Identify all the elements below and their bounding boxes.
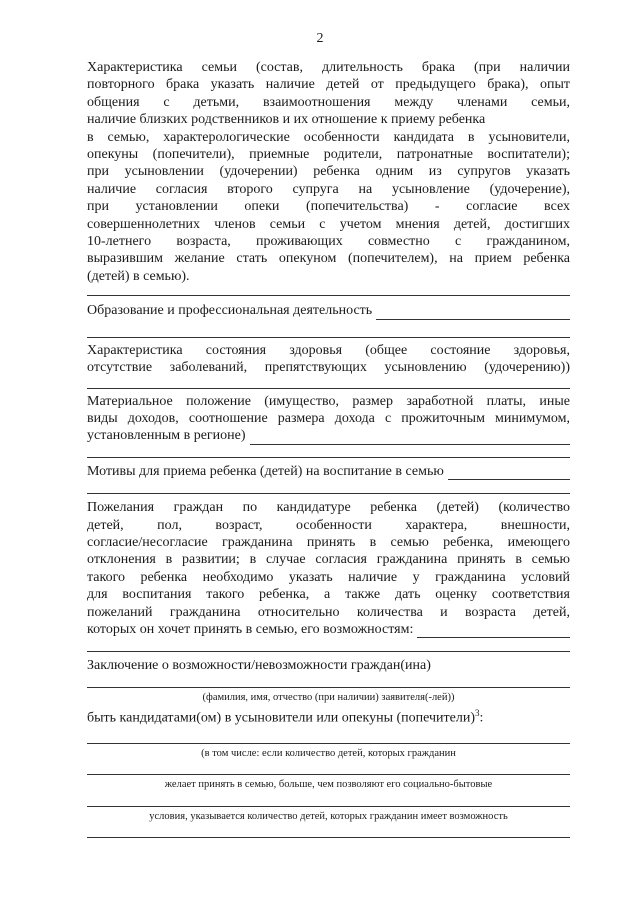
blank-line[interactable] [87, 337, 570, 338]
family-line: при установлении опеки (попечительства) - согласие всех [87, 199, 570, 215]
family-line: наличие близких родственников и их отношение к приему ребенка [87, 112, 486, 128]
conclusion-caption-2: желает принять в семью, больше, чем позволяют его социально-бытовые [164, 778, 493, 790]
education-row [87, 302, 570, 319]
family-line: в семью, характерологические особенности кандидата в усыновители, [87, 129, 570, 145]
health-line: Характеристика состояния здоровья (общее состояние здоровья, [87, 342, 570, 358]
family-line: 10-летнего возраста, проживающих совместно с гражданином, [87, 234, 570, 250]
candidates-label: быть кандидатами(ом) в усыновители или опекуны (попечители) [87, 710, 476, 726]
material-line: Материальное положение (имущество, размер заработной платы, иные [87, 393, 570, 409]
wishes-line: такого ребенка необходимо указать наличие у гражданина условий [87, 569, 570, 585]
family-line: выразившим желание стать опекуном (попечителем), на прием ребенка [87, 251, 570, 267]
motives-label: Мотивы для приема ребенка (детей) на воспитание в семью [87, 463, 444, 479]
conclusion-caption-1: (в том числе: если количество детей, которых гражданин [201, 747, 456, 759]
family-line: (детей) в семью). [87, 268, 190, 284]
wishes-line: согласие/несогласие гражданина принять в семью ребенка, имеющего [87, 534, 570, 550]
form-content [87, 51, 570, 838]
material-line: виды доходов, соотношение размера дохода с прожиточным минимумом, [87, 410, 570, 426]
family-line: общения с детьми, взаимоотношения между членами семьи, [87, 94, 570, 110]
applicant-name-caption: (фамилия, имя, отчество (при наличии) заявителя(-лей)) [202, 691, 455, 703]
wishes-line: пожеланий гражданина относительно количества и возраста детей, [87, 604, 570, 620]
wishes-last-row [87, 621, 570, 638]
material-last-row [87, 427, 570, 444]
candidates-row [87, 705, 570, 727]
blank-line[interactable] [87, 651, 570, 652]
blank-line[interactable] [87, 493, 570, 494]
wishes-line: Пожелания граждан по кандидатуре ребенка (детей) (количество [87, 500, 570, 516]
family-line: Характеристика семьи (состав, длительность брака (при наличии [87, 60, 570, 75]
wishes-field[interactable] [417, 625, 570, 638]
candidates-text [87, 705, 483, 727]
footnote-mark: 3 [475, 707, 480, 718]
blank-line[interactable] [87, 295, 570, 296]
family-paragraph [87, 59, 570, 285]
blank-line[interactable] [87, 837, 570, 838]
conclusion-label: Заключение о возможности/невозможности граждан(ина) [87, 658, 431, 674]
health-line: отсутствие заболеваний, препятствующих усыновлению (удочерению)) [87, 360, 570, 376]
education-label: Образование и профессиональная деятельность [87, 303, 373, 319]
education-field[interactable] [376, 307, 570, 320]
wishes-line: для воспитания такого ребенка, а также дать оценку соответствия [87, 587, 570, 603]
material-paragraph [87, 393, 570, 428]
family-line: опекуны (попечители), приемные родители, патронатные воспитатели); [87, 147, 570, 163]
material-last: установленным в регионе) [87, 428, 246, 444]
applicant-name-field[interactable] [87, 687, 570, 688]
family-line: повторного брака указать наличие детей от предыдущего брака), опыт [87, 77, 570, 93]
blank-line[interactable] [87, 743, 570, 744]
family-line: при усыновлении (удочерении) ребенка одним из супругов указать [87, 164, 570, 180]
candidates-colon: : [479, 710, 484, 726]
wishes-paragraph [87, 499, 570, 621]
conclusion-caption-3: условия, указывается количество детей, которых гражданин имеет возможность [149, 810, 508, 822]
family-line: совершеннолетних членов семьи с учетом мнения детей, достигших [87, 216, 570, 232]
blank-line[interactable] [87, 774, 570, 775]
wishes-line: отклонения в развитии; в случае согласия гражданина принять в семью [87, 552, 570, 568]
blank-line[interactable] [87, 388, 570, 389]
wishes-line: детей, пол, возраст, особенности характера, внешности, [87, 517, 570, 533]
blank-line[interactable] [87, 457, 570, 458]
motives-row [87, 463, 570, 480]
material-field[interactable] [250, 432, 570, 445]
blank-line[interactable] [87, 806, 570, 807]
page-number: 2 [316, 31, 324, 46]
family-line: наличие согласия второго супруга на усыновление (удочерение), [87, 181, 570, 197]
wishes-last: которых он хочет принять в семью, его возможностям: [87, 621, 414, 637]
motives-field[interactable] [448, 467, 570, 480]
health-paragraph [87, 342, 570, 377]
conclusion-row [87, 657, 570, 674]
